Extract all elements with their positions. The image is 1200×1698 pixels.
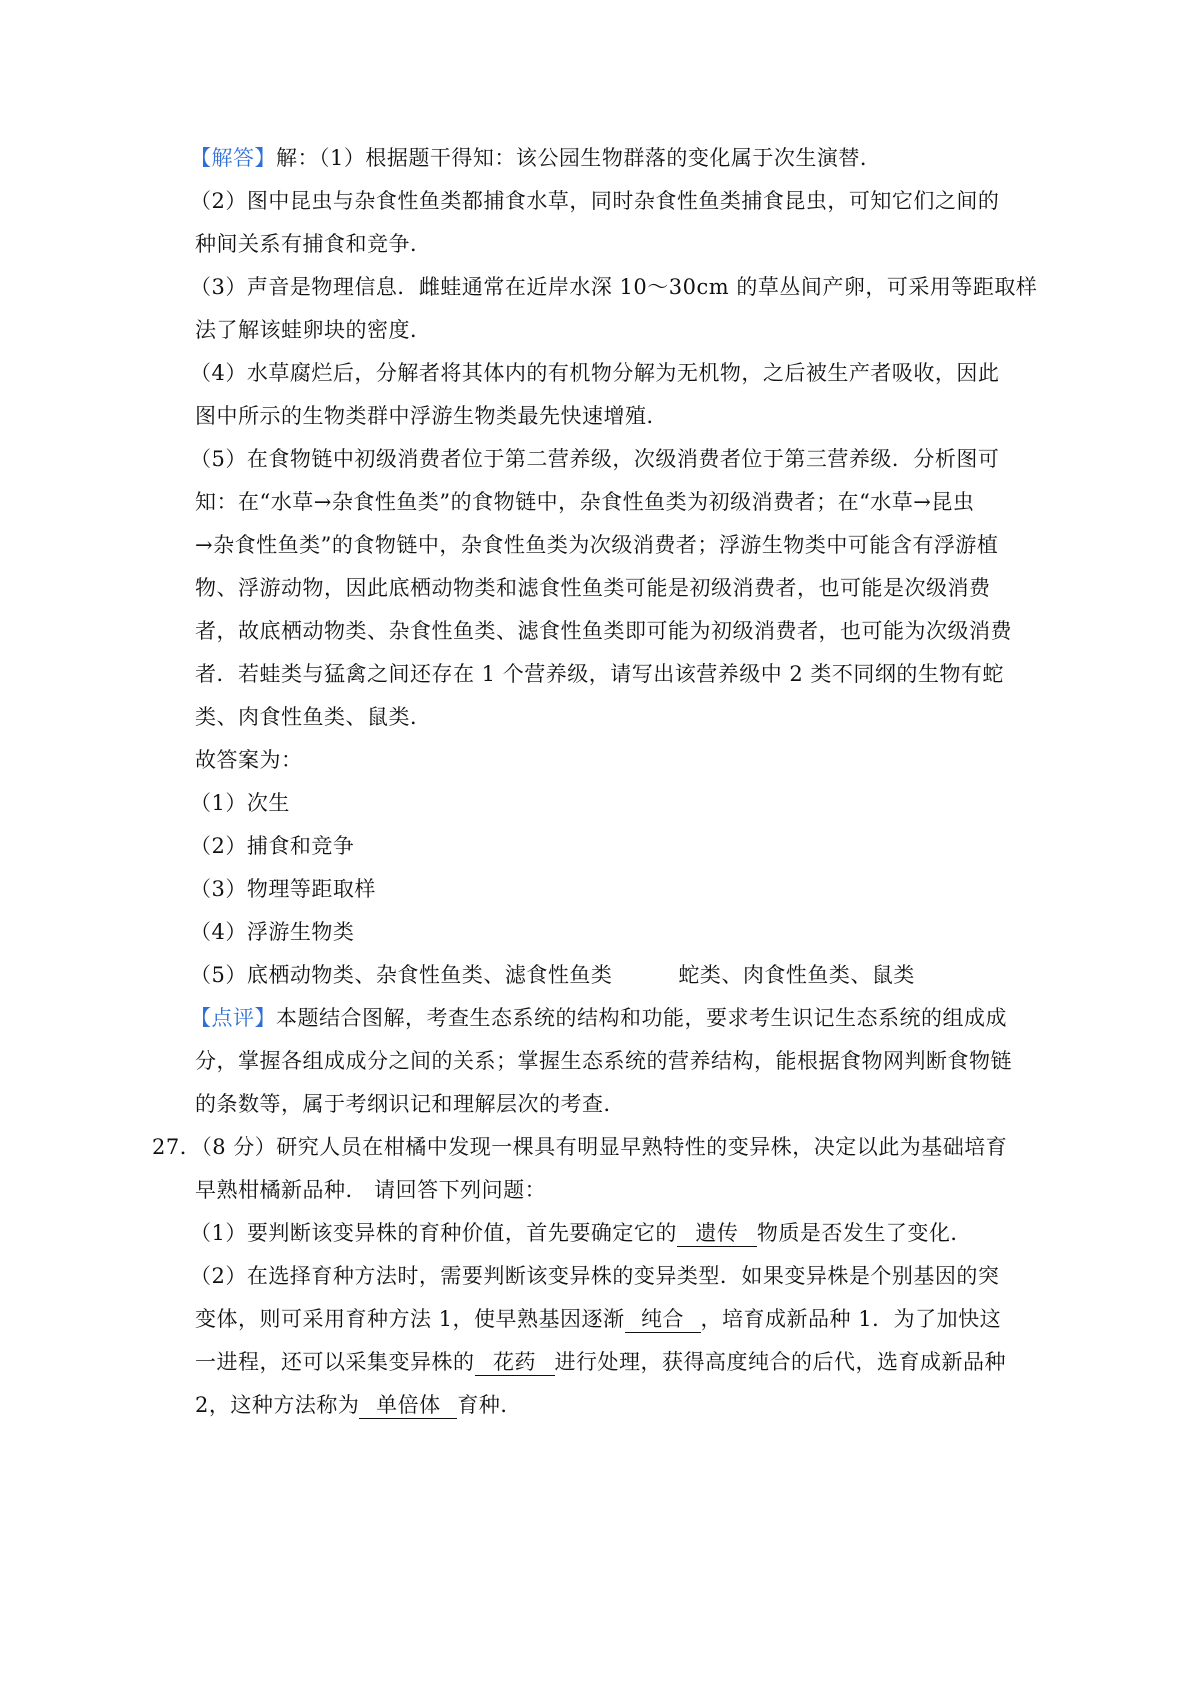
- solution-line-14: 类、肉食性鱼类、鼠类．: [195, 705, 432, 729]
- question-27-part-2-line-1: （2）在选择育种方法时，需要判断该变异株的变异类型．如果变异株是个别基因的突: [190, 1264, 1000, 1288]
- answer-item-5: [190, 960, 915, 990]
- question-27-line-1: 27．（8 分）研究人员在柑橘中发现一棵具有明显早熟特性的变异株，决定以此为基础培育: [152, 1135, 1008, 1159]
- solution-line-11: 物、浮游动物，因此底栖动物类和滤食性鱼类可能是初级消费者，也可能是次级消费: [195, 576, 991, 600]
- q1-answer-blank: 遗传: [677, 1220, 757, 1247]
- answer-item-5-part-1: （5）底栖动物类、杂食性鱼类、滤食性鱼类: [190, 963, 613, 987]
- question-27-part-1: [190, 1218, 972, 1248]
- q2-answer-blank-2: 花药: [475, 1349, 555, 1376]
- q2-line4-after: 育种．: [457, 1393, 522, 1417]
- q1-text-after: 物质是否发生了变化．: [756, 1221, 972, 1245]
- solution-line-2: （2）图中昆虫与杂食性鱼类都捕食水草，同时杂食性鱼类捕食昆虫，可知它们之间的: [190, 189, 1000, 213]
- q1-text-before: （1）要判断该变异株的育种价值，首先要确定它的: [190, 1221, 677, 1245]
- question-27-part-2-line-3: [195, 1347, 1006, 1377]
- answers-intro: 故答案为：: [195, 748, 303, 772]
- q2-line4-before: 2，这种方法称为: [195, 1393, 360, 1417]
- solution-line-8: （5）在食物链中初级消费者位于第二营养级，次级消费者位于第三营养级．分析图可: [190, 447, 1000, 471]
- question-27-line-2: 早熟柑橘新品种． 请回答下列问题：: [195, 1178, 547, 1202]
- solution-line-3: 种间关系有捕食和竞争．: [195, 232, 432, 256]
- answer-item-4: （4）浮游生物类: [190, 920, 355, 944]
- solution-line-7: 图中所示的生物类群中浮游生物类最先快速增殖．: [195, 404, 668, 428]
- solution-text-1: 解：（1）根据题干得知：该公园生物群落的变化属于次生演替．: [276, 146, 882, 170]
- question-27-part-2-line-4: [195, 1390, 522, 1420]
- q2-answer-blank-1: 纯合: [625, 1306, 701, 1333]
- q2-line3-after: 进行处理，获得高度纯合的后代，选育成新品种: [554, 1350, 1006, 1374]
- comment-line-1: [190, 1003, 1007, 1033]
- solution-tag: 【解答】: [190, 146, 276, 170]
- answer-item-2: （2）捕食和竞争: [190, 834, 355, 858]
- solution-line-4: （3）声音是物理信息．雌蛙通常在近岸水深 10～30cm 的草丛间产卵，可采用等距取样: [190, 275, 1038, 299]
- comment-line-2: 分，掌握各组成成分之间的关系；掌握生态系统的营养结构，能根据食物网判断食物链: [195, 1049, 1012, 1073]
- comment-line-3: 的条数等，属于考纲识记和理解层次的考查．: [195, 1092, 625, 1116]
- comment-text-1: 本题结合图解，考查生态系统的结构和功能，要求考生识记生态系统的组成成: [276, 1006, 1007, 1030]
- q2-answer-blank-3: 单倍体: [359, 1392, 457, 1419]
- q2-line2-before: 变体，则可采用育种方法 1，使早熟基因逐渐: [195, 1307, 625, 1331]
- solution-line-6: （4）水草腐烂后，分解者将其体内的有机物分解为无机物，之后被生产者吸收，因此: [190, 361, 1000, 385]
- q2-line3-before: 一进程，还可以采集变异株的: [195, 1350, 475, 1374]
- solution-line-5: 法了解该蛙卵块的密度．: [195, 318, 432, 342]
- answer-item-1: （1）次生: [190, 791, 290, 815]
- answer-item-5-part-2: 蛇类、肉食性鱼类、鼠类: [678, 963, 915, 987]
- solution-line-1: [190, 143, 881, 173]
- answer-item-3: （3）物理等距取样: [190, 877, 376, 901]
- solution-line-12: 者，故底栖动物类、杂食性鱼类、滤食性鱼类即可能为初级消费者，也可能为次级消费: [195, 619, 1012, 643]
- solution-line-10: →杂食性鱼类”的食物链中，杂食性鱼类为次级消费者；浮游生物类中可能含有浮游植: [195, 533, 999, 557]
- solution-line-9: 知：在“水草→杂食性鱼类”的食物链中，杂食性鱼类为初级消费者；在“水草→昆虫: [195, 490, 975, 514]
- q2-line2-after: ，培育成新品种 1．为了加快这: [700, 1307, 1002, 1331]
- comment-tag: 【点评】: [190, 1006, 276, 1030]
- solution-line-13: 者．若蛙类与猛禽之间还存在 1 个营养级，请写出该营养级中 2 类不同纲的生物有蛇: [195, 662, 1004, 686]
- question-27-part-2-line-2: [195, 1304, 1001, 1334]
